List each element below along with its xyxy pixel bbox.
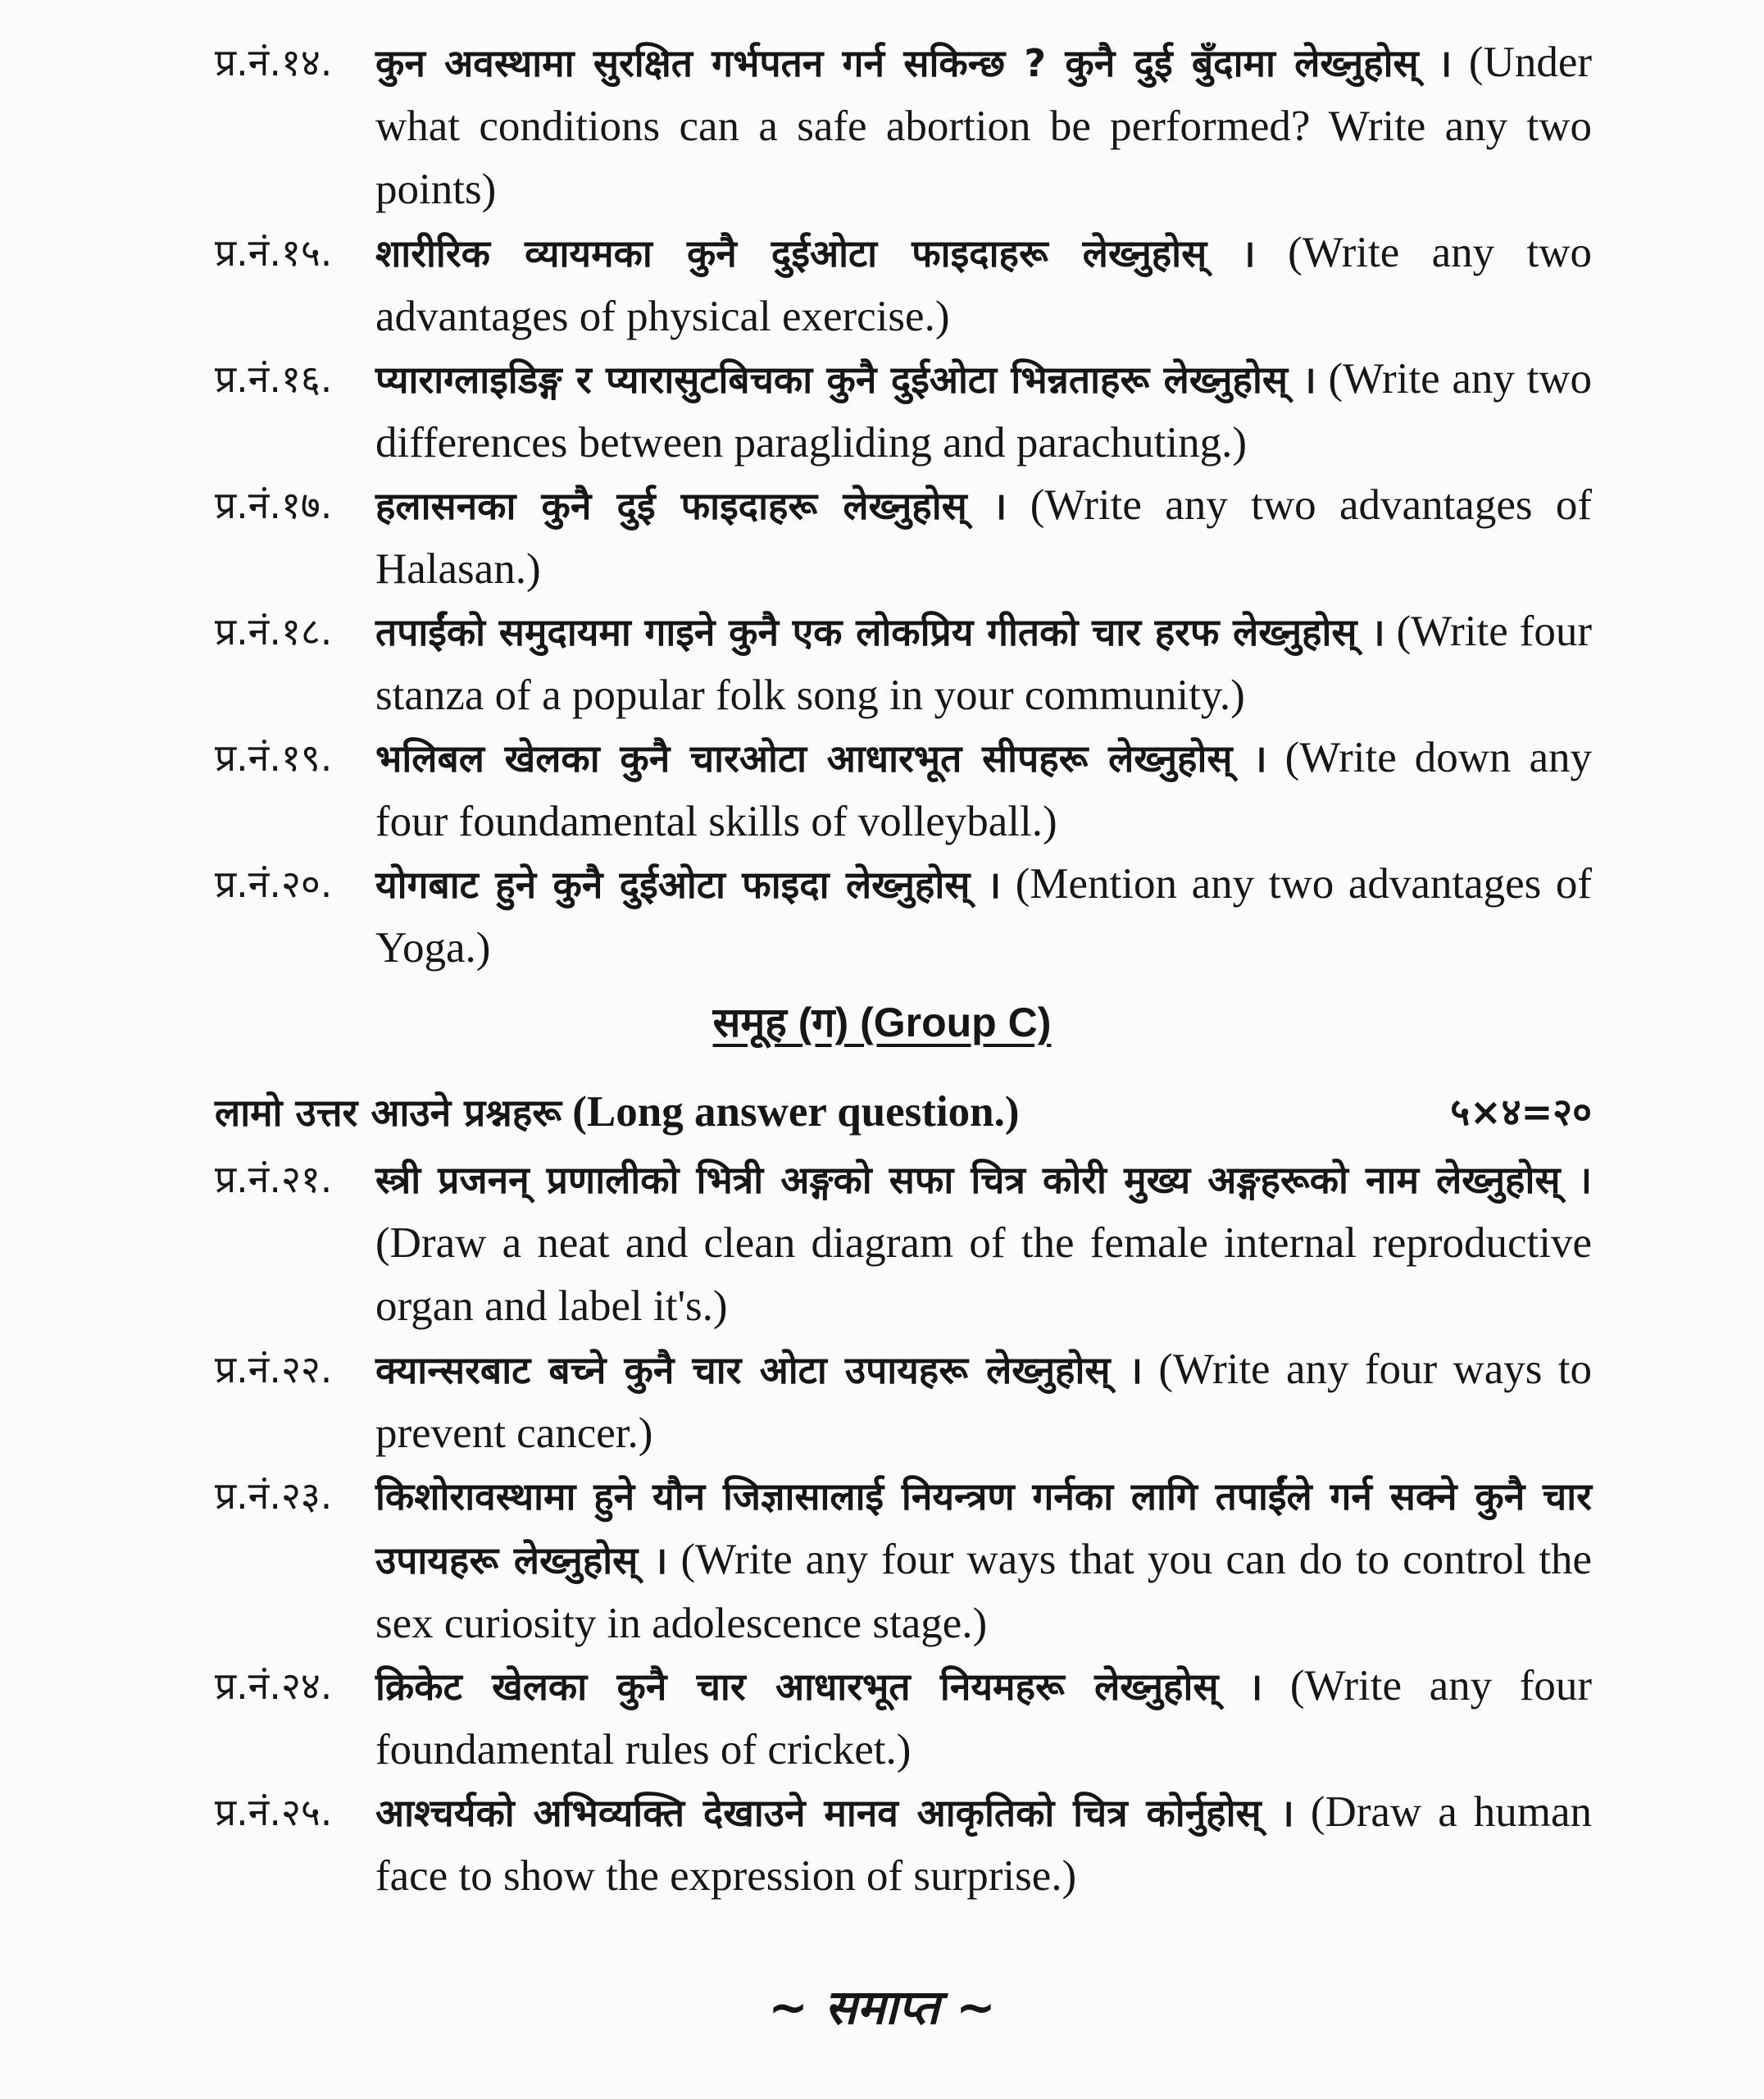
question-number: प्र.नं.२५. [215, 1790, 333, 1834]
question-22 [215, 1338, 1592, 1465]
question-20 [215, 853, 1592, 980]
question-text-english: (Write any two advantages of physical exercise.) [375, 229, 1593, 340]
question-14 [215, 31, 1592, 221]
section-title [215, 1081, 1020, 1145]
question-23 [215, 1464, 1592, 1655]
question-text-nepali: आश्चर्यको अभिव्यक्ति देखाउने मानव आकृतिको चित्र कोर्नुहोस् । [375, 1791, 1294, 1835]
question-text-nepali: क्रिकेट खेलका कुनै चार आधारभूत नियमहरू लेख्नुहोस् । [375, 1664, 1263, 1709]
question-15 [215, 221, 1592, 348]
question-text-nepali: प्याराग्लाइडिङ्ग र प्यारासुटबिचका कुनै दुईओटा भिन्नताहरू लेख्नुहोस् । [375, 357, 1316, 402]
question-number: प्र.नं.२४. [215, 1664, 333, 1708]
question-text-english: (Write any four ways that you can do to control the sex curiosity in adolescence stage.) [375, 1536, 1592, 1647]
question-18 [215, 600, 1592, 727]
question-text-english: (Write four stanza of a popular folk song in your community.) [375, 608, 1592, 719]
question-number: प्र.नं.२१. [215, 1157, 333, 1201]
question-text-english: (Draw a neat and clean diagram of the female internal reproductive organ and label it's.) [375, 1219, 1592, 1330]
question-text-nepali: योगबाट हुने कुनै दुईओटा फाइदा लेख्नुहोस् । [375, 863, 1002, 907]
question-text-nepali: क्यान्सरबाट बच्ने कुनै चार ओटा उपायहरू लेख्नुहोस् । [375, 1348, 1143, 1392]
question-text-english: (Write any four foundamental rules of cricket.) [375, 1662, 1593, 1773]
question-number: प्र.नं.२०. [215, 862, 333, 906]
question-text-english: (Mention any two advantages of Yoga.) [375, 860, 1593, 972]
group-c-heading [0, 994, 1764, 1051]
question-text-english: (Under what conditions can a safe abortion be performed? Write any two points) [375, 39, 1593, 213]
question-text-nepali: शारीरिक व्यायमका कुनै दुईओटा फाइदाहरू लेख्नुहोस् । [375, 231, 1256, 275]
question-text-english: (Write down any four foundamental skills of volleyball.) [375, 734, 1592, 845]
question-text-english: (Write any two differences between paragliding and parachuting.) [375, 355, 1592, 467]
question-16 [215, 348, 1592, 475]
question-text-english: (Draw a human face to show the expression of surprise.) [375, 1788, 1592, 1900]
question-text-english: (Write any four ways to prevent cancer.) [375, 1345, 1592, 1457]
question-21 [215, 1148, 1592, 1338]
section-title-nepali: लामो उत्तर आउने प्रश्नहरू [215, 1090, 561, 1135]
question-text-nepali: तपाईंको समुदायमा गाइने कुनै एक लोकप्रिय गीतको चार हरफ लेख्नुहोस् । [375, 610, 1385, 654]
question-text-nepali: भलिबल खेलका कुनै चारओटा आधारभूत सीपहरू लेख्नुहोस् । [375, 736, 1267, 781]
question-number: प्र.नं.१७. [215, 483, 333, 527]
question-text-english: (Write any two advantages of Halasan.) [375, 481, 1593, 593]
question-24 [215, 1655, 1592, 1782]
question-text-nepali: कुन अवस्थामा सुरक्षित गर्भपतन गर्न सकिन्छ ? कुनै दुई बुँदामा लेख्नुहोस् । [375, 41, 1453, 85]
question-text-nepali: स्त्री प्रजनन् प्रणालीको भित्री अङ्गको सफा चित्र कोरी मुख्य अङ्गहरूको नाम लेख्नुहोस् । [375, 1158, 1592, 1202]
question-number: प्र.नं.१९. [215, 735, 333, 780]
question-number: प्र.नं.१८. [215, 609, 333, 653]
question-number: प्र.नं.२२. [215, 1347, 333, 1391]
question-number: प्र.नं.१५. [215, 230, 333, 275]
question-19 [215, 726, 1592, 854]
group-c-heading-text: समूह (ग) (Group C) [712, 999, 1052, 1045]
question-25 [215, 1781, 1592, 1908]
section-title-english: (Long answer question.) [572, 1088, 1020, 1136]
end-mark: ~ समाप्त ~ [768, 1979, 996, 2035]
question-text-nepali: हलासनका कुनै दुई फाइदाहरू लेख्नुहोस् । [375, 484, 1007, 528]
question-17 [215, 474, 1592, 601]
question-number: प्र.नं.१६. [215, 357, 333, 401]
question-number: प्र.नं.१४. [215, 40, 333, 84]
question-number: प्र.नं.२३. [215, 1473, 333, 1518]
question-text-nepali: किशोरावस्थामा हुने यौन जिज्ञासालाई नियन्त्रण गर्नका लागि तपाईंले गर्न सक्ने कुनै चार उपायहरू लेख्नुहोस् । [375, 1474, 1592, 1582]
section-marks: ५×४=२० [1450, 1090, 1592, 1134]
